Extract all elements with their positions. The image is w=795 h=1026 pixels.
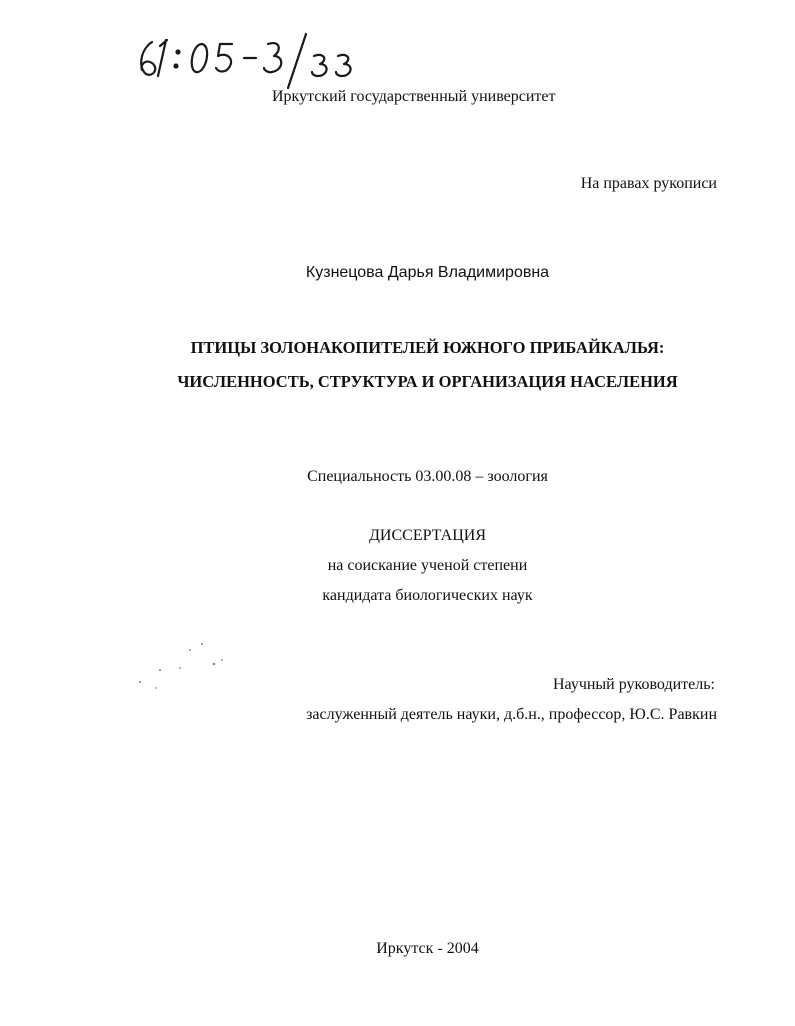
degree-line-2: кандидата биологических наук bbox=[322, 587, 533, 604]
supervisor-label: Научный руководитель: bbox=[552, 676, 715, 693]
degree-line-1: на соискание ученой степени bbox=[327, 557, 528, 574]
title-line-1: ПТИЦЫ ЗОЛОНАКОПИТЕЛЕЙ ЮЖНОГО ПРИБАЙКАЛЬЯ: bbox=[190, 338, 665, 357]
title-line-2: ЧИСЛЕННОСТЬ, СТРУКТУРА И ОРГАНИЗАЦИЯ НАСЕЛЕНИЯ bbox=[177, 372, 678, 391]
work-type: ДИССЕРТАЦИЯ bbox=[369, 527, 486, 544]
author-name: Кузнецова Дарья Владимировна bbox=[305, 264, 550, 281]
supervisor-name: заслуженный деятель науки, д.б.н., профессор, Ю.С. Равкин bbox=[306, 706, 717, 723]
city-year: Иркутск - 2004 bbox=[376, 940, 479, 957]
university-name: Иркутский государственный университет bbox=[272, 88, 556, 105]
handwritten-archive-code bbox=[130, 30, 390, 90]
manuscript-note: На правах рукописи bbox=[580, 175, 717, 192]
specialty: Специальность 03.00.08 – зоология bbox=[307, 468, 548, 485]
scan-specks bbox=[130, 630, 240, 700]
